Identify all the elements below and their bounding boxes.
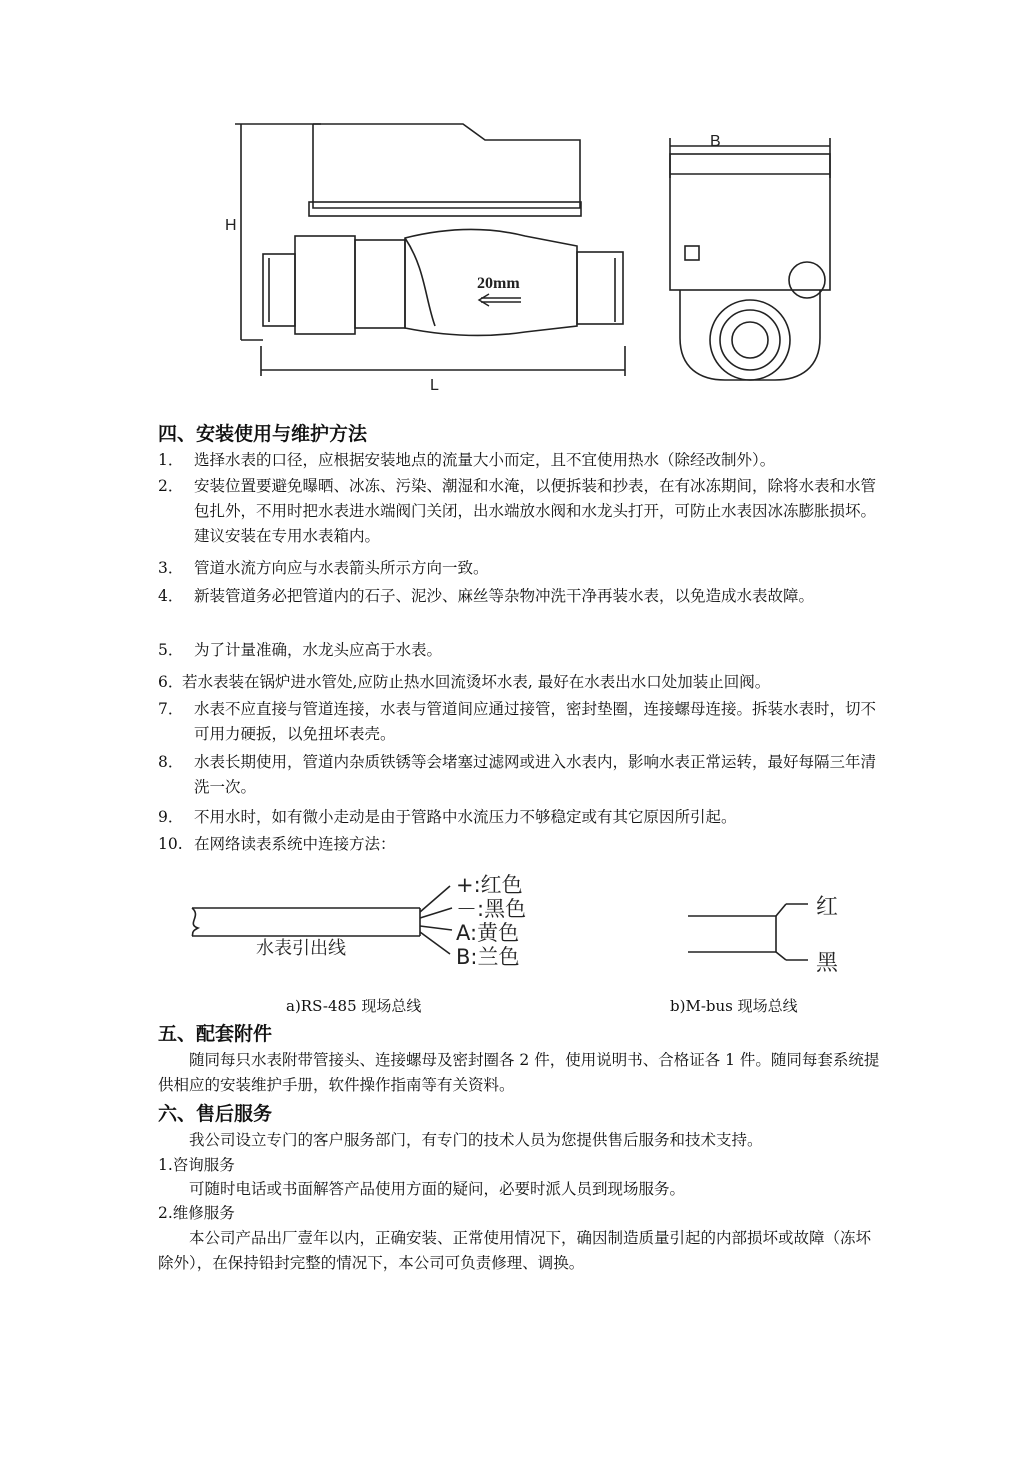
- mbus-black-label: 黑: [816, 951, 839, 976]
- wire-plus-label: +:红色: [456, 873, 523, 897]
- mbus-red-label: 红: [816, 895, 839, 920]
- water-meter-outline-diagram: [225, 118, 865, 400]
- water-meter-drawing: [225, 118, 865, 400]
- item-number: 2．: [158, 477, 184, 495]
- list-item: [158, 584, 880, 609]
- item-number: 4．: [158, 587, 184, 605]
- wiring-diagram: [180, 868, 880, 988]
- list-item: [158, 638, 880, 663]
- wire-minus-label: －:黑色: [456, 897, 527, 921]
- caption-mbus: b)M-bus 现场总线: [670, 997, 798, 1015]
- item-text: 在网络读表系统中连接方法：: [194, 835, 396, 853]
- list-item: [158, 697, 880, 747]
- item-text: 新装管道务必把管道内的石子、泥沙、麻丝等杂物冲洗干净再装水表，以免造成水表故障。: [194, 587, 815, 605]
- dimension-b-label: B: [710, 133, 721, 150]
- item-text: 若水表装在锅炉进水管处,应防止热水回流烫坏水表, 最好在水表出水口处加装止回阀。: [182, 673, 771, 691]
- section5-title: 五、配套附件: [158, 1023, 273, 1045]
- wire-a-label: A:黄色: [456, 921, 520, 945]
- list-item: [158, 448, 880, 473]
- consult-service-text: 可随时电话或书面解答产品使用方面的疑问，必要时派人员到现场服务。: [189, 1180, 686, 1198]
- list-item: [158, 832, 880, 857]
- item-text: 管道水流方向应与水表箭头所示方向一致。: [194, 559, 489, 577]
- list-item: [158, 805, 880, 830]
- item-number: 9．: [158, 808, 184, 826]
- section5-paragraph: 随同每只水表附带管接头、连接螺母及密封圈各 2 件，使用说明书、合格证各 1 件。随同每套系统提供相应的安装维护手册，软件操作指南等有关资料。: [158, 1051, 880, 1094]
- section6-title: 六、售后服务: [158, 1103, 273, 1125]
- size-label: 20mm: [477, 275, 520, 292]
- item-text: 安装位置要避免曝晒、冰冻、污染、潮湿和水淹，以便拆装和抄表，在有冰冻期间，除将水表和水管包扎外，不用时把水表进水端阀门关闭，出水端放水阀和水龙头打开，可防止水表因冰冻膨胀损坏。建议安装在专用水表箱内。: [194, 477, 877, 545]
- item-text: 不用水时，如有微小走动是由于管路中水流压力不够稳定或有其它原因所引起。: [194, 808, 737, 826]
- item-number: 8．: [158, 753, 184, 771]
- item-text: 水表长期使用，管道内杂质铁锈等会堵塞过滤网或进入水表内，影响水表正常运转，最好每隔三年清洗一次。: [194, 753, 877, 796]
- item-number: 10.: [158, 835, 183, 853]
- list-item: [158, 556, 880, 581]
- item-number: 7．: [158, 700, 184, 718]
- wire-b-label: B:兰色: [456, 945, 520, 969]
- list-item: [158, 474, 880, 549]
- consult-service-title: 1.咨询服务: [158, 1156, 235, 1174]
- flow-arrow-icon: [479, 294, 521, 306]
- repair-service-text: 本公司产品出厂壹年以内，正确安装、正常使用情况下，确因制造质量引起的内部损坏或故障（冻坏除外），在保持铅封完整的情况下，本公司可负责修理、调换。: [158, 1229, 872, 1272]
- item-text: 水表不应直接与管道连接，水表与管道间应通过接管，密封垫圈，连接螺母连接。拆装水表时，切不可用力硬扳，以免扭坏表壳。: [194, 700, 877, 743]
- wiring-svg: [180, 868, 880, 988]
- list-item: [158, 750, 880, 800]
- item-text: 为了计量准确，水龙头应高于水表。: [194, 641, 443, 659]
- repair-service-title: 2.维修服务: [158, 1204, 235, 1222]
- section4-title: 四、安装使用与维护方法: [158, 423, 368, 445]
- item-number: 6．: [158, 673, 184, 691]
- dimension-l-label: L: [430, 377, 439, 394]
- item-text: 选择水表的口径，应根据安装地点的流量大小而定，且不宜使用热水（除经改制外）。: [194, 451, 776, 469]
- cable-label: 水表引出线: [256, 938, 346, 959]
- section6-intro: 我公司设立专门的客户服务部门，有专门的技术人员为您提供售后服务和技术支持。: [189, 1131, 763, 1149]
- item-number: 5．: [158, 641, 184, 659]
- caption-rs485: a)RS-485 现场总线: [286, 997, 422, 1015]
- item-number: 3．: [158, 559, 184, 577]
- item-number: 1．: [158, 451, 184, 469]
- list-item: [158, 670, 880, 695]
- dimension-h-label: H: [225, 217, 237, 234]
